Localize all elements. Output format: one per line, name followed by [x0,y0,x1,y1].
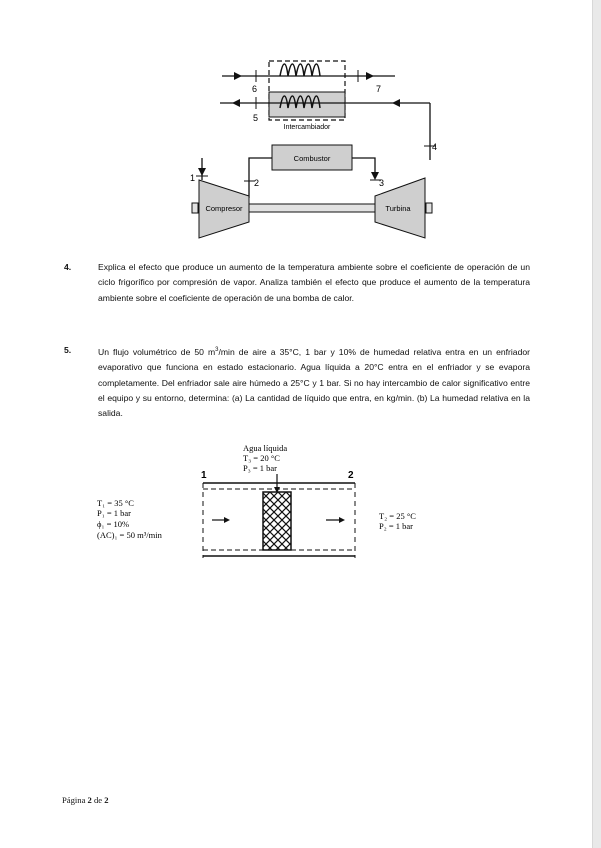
question-4 [64,260,530,306]
outlet-pressure: P₂ = 1 bar [379,521,413,531]
inlet-humidity: ϕ₁ = 10% [97,519,130,529]
question-5 [64,343,530,422]
state-6-label: 6 [252,84,258,94]
state-1-label: 1 [190,173,196,183]
question-number: 5. [64,345,72,355]
stream-combustor-3 [352,158,375,174]
state-3-label: 3 [379,178,385,188]
state-7-label: 7 [376,84,382,94]
total-pages: 2 [104,795,109,805]
inlet-pressure: P₁ = 1 bar [97,508,131,518]
evaporative-cooler-diagram [90,440,450,570]
state-5-label: 5 [253,113,259,123]
page-edge [592,0,601,848]
heat-exchanger-coil-top [280,64,320,76]
turbina-label: Turbina [385,204,411,213]
section-1-label: 1 [201,470,207,481]
water-pressure: P₃ = 1 bar [243,463,277,473]
question-number: 4. [64,262,72,272]
current-page: 2 [87,795,92,805]
water-title: Agua líquida [243,443,288,453]
compresor-label: Compresor [205,204,243,213]
water-temp: T₃ = 20 °C [243,453,280,463]
question-text: Un flujo volumétrico de 50 $m^3/\min$ de aire a 35°C, 1 bar y 10% de humedad relativa entra en un enfriador evaporativo que funciona en estado estacionario. Agua líquida a 20°C entra en el enfriador y se evapora completamente. Del enfriador sale aire húmedo a 25°C y 1 bar. Si no hay intercambio de calor significativo entre el equipo y su entorno, determina: (a) La cantidad de líquido que entra, en kg/min. (b) La humedad relativa en la salida. [98,346,531,419]
gas-turbine-diagram [180,50,440,240]
state-2-label: 2 [254,178,260,188]
state-4-label: 4 [432,142,438,152]
outlet-temp: T₂ = 25 °C [379,511,416,521]
inlet-flow: (AC)₁ = 50 m³/min [97,530,162,540]
stream-2-combustor [249,158,272,198]
page-footer: Página 2 de 2 [62,795,109,805]
inlet-temp: T₁ = 35 °C [97,498,134,508]
section-2-label: 2 [348,470,354,481]
combustor-label: Combustor [293,154,331,163]
intercambiador-label: Intercambiador [283,124,331,131]
question-text: Explica el efecto que produce un aumento de la temperatura ambiente sobre el coeficiente de operación de un ciclo frigorífico por compresión de vapor. Analiza también el efecto que produce el aumento de la temperatura ambiente sobre el coeficiente de operación de una bomba de calor. [98,262,530,303]
evaporative-pad [263,492,291,550]
